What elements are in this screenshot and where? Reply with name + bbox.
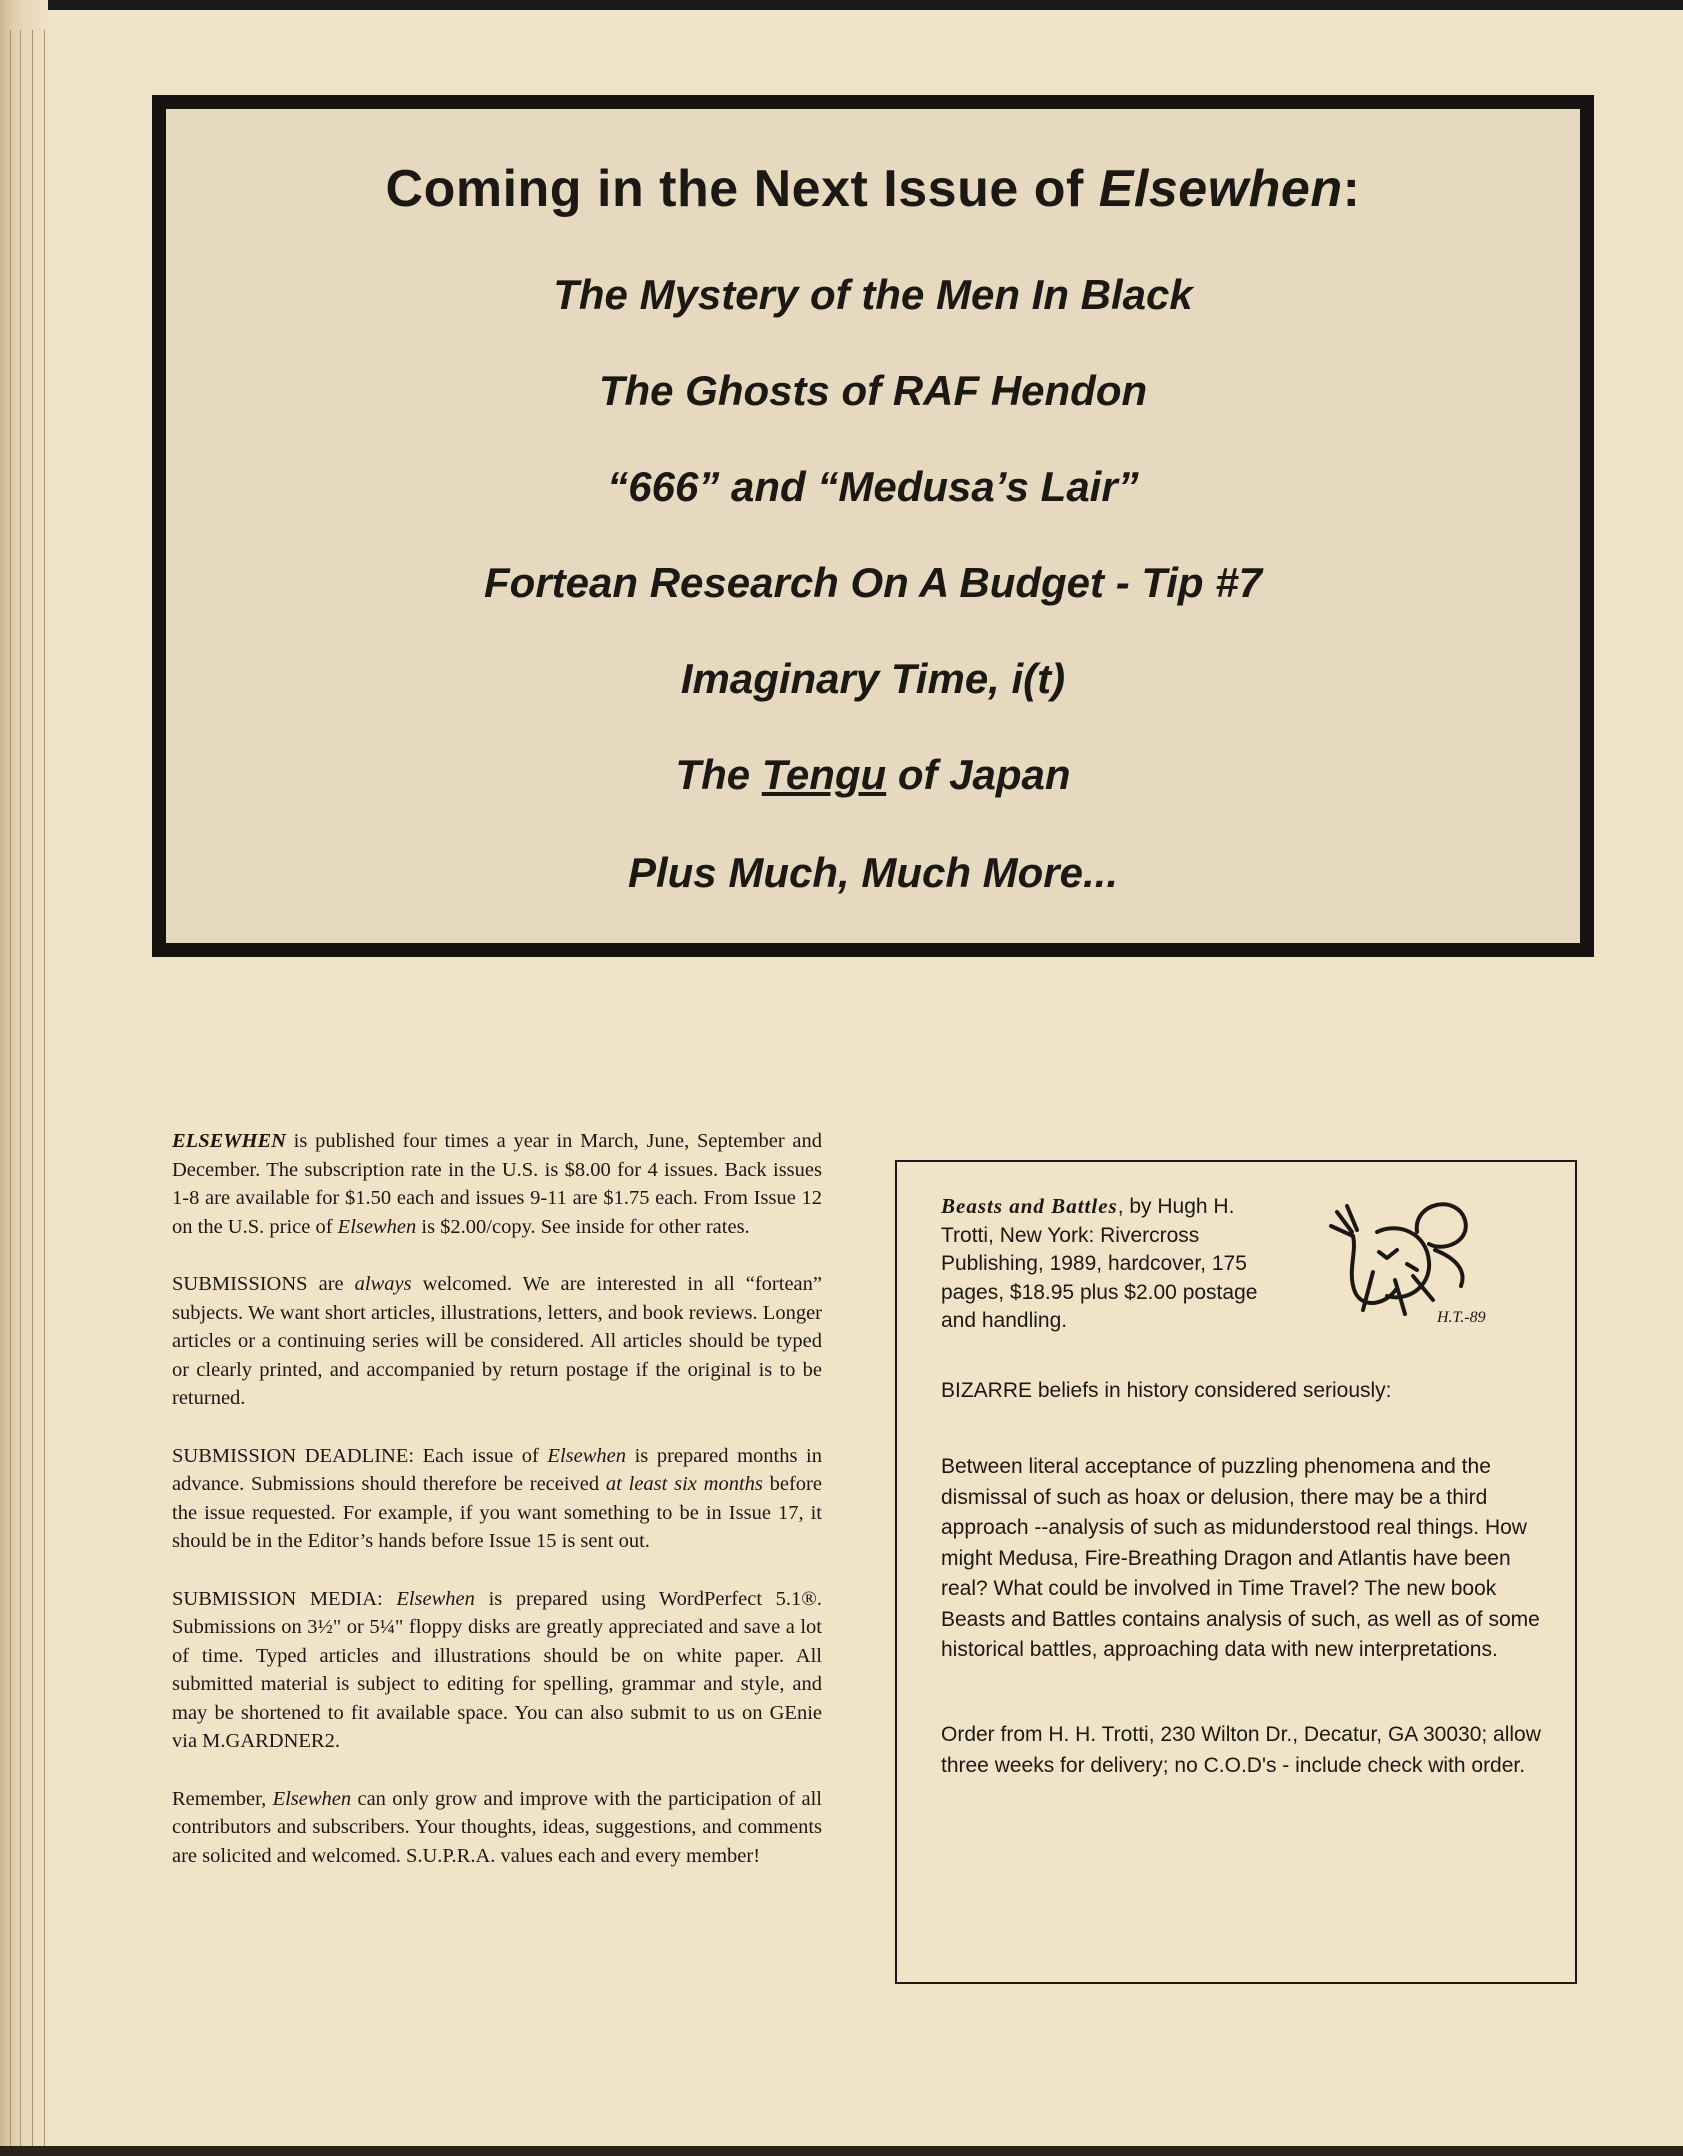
next-issue-item: Fortean Research On A Budget - Tip #7 xyxy=(484,559,1262,606)
book-description: Between literal acceptance of puzzling phenomena and the dismissal of such as hoax or delusion, there may be a third approach --analysis of such as midunderstood real things. How might Medusa, Fire-Breathing Dragon and Atlantis have been real? What could be involved in Time Travel? The new book Beasts and Battles contains analysis of such, as well as of some historical battles, approaching data with new interpretations. xyxy=(941,1455,1540,1661)
next-issue-item: The Mystery of the Men In Black xyxy=(553,271,1193,318)
page-binding-edge xyxy=(0,0,48,2156)
book-review-box xyxy=(895,1160,1577,1984)
page-bottom-edge xyxy=(0,2146,1683,2156)
next-issue-item: The Ghosts of RAF Hendon xyxy=(598,367,1148,414)
submission-deadline-paragraph: SUBMISSION DEADLINE: Each issue of Elsewhen is prepared months in advance. Submissions should therefore be received at least six months before the issue requested. For example, if you want something to be in Issue 17, it should be in the Editor’s hands before Issue 15 is sent out. xyxy=(172,1444,822,1552)
publication-schedule-paragraph: ELSEWHEN is published four times a year in March, June, September and December. The subscription rate in the U.S. is $8.00 for 4 issues. Back issues 1-8 are available for $1.50 each and issues 9-11 are $1.75 each. From Issue 12 on the U.S. price of Elsewhen is $2.00/copy. See inside for other rates. xyxy=(172,1130,822,1238)
book-details: Beasts and Battles, by Hugh H. Trotti, New York: Rivercross Publishing, 1989, hardcover, 175 pages, $18.95 plus $2.00 postage and handling. xyxy=(941,1194,1258,1332)
next-issue-item: “666” and “Medusa’s Lair” xyxy=(607,463,1139,510)
submission-media-paragraph: SUBMISSION MEDIA: Elsewhen is prepared using WordPerfect 5.1®. Submissions on 3½" or 5¼" floppy disks are greatly appreciated and save a lot of time. Typed articles and illustrations should be on white paper. All submitted material is subject to editing for spelling, grammar and style, and may be shortened to fit available space. You can also submit to us on GEnie via M.GARDNER2. xyxy=(172,1587,822,1752)
next-issue-closing: Plus Much, Much More... xyxy=(627,849,1119,896)
closing-paragraph: Remember, Elsewhen can only grow and improve with the participation of all contributors and subscribers. Your thoughts, ideas, suggestions, and comments are solicited and welcomed. S.U.P.R.A. values each and every member! xyxy=(172,1787,822,1867)
next-issue-item-tengu: The Tengu of Japan xyxy=(675,751,1071,798)
page-edge-line xyxy=(20,30,21,2150)
next-issue-box xyxy=(152,95,1594,957)
book-tagline: BIZARRE beliefs in history considered seriously: xyxy=(941,1379,1392,1402)
next-issue-item: Imaginary Time, i(t) xyxy=(680,655,1066,702)
order-information: Order from H. H. Trotti, 230 Wilton Dr., Decatur, GA 30030; allow three weeks for delivery; no C.O.D's - include check with order. xyxy=(941,1723,1541,1777)
page-top-edge xyxy=(0,0,1683,10)
dragon-illustration xyxy=(1317,1192,1487,1327)
next-issue-headline: Coming in the Next Issue of Elsewhen: xyxy=(385,160,1361,218)
publication-info-column xyxy=(172,1127,822,1899)
page-edge-line xyxy=(44,30,45,2150)
page-edge-line xyxy=(32,30,33,2150)
page-edge-line xyxy=(10,30,11,2150)
submissions-paragraph: SUBMISSIONS are always welcomed. We are interested in all “fortean” subjects. We want short articles, illustrations, letters, and book reviews. Longer articles or a continuing series will be considered. All articles should be typed or clearly printed, and accompanied by return postage if the original is to be returned. xyxy=(172,1273,822,1409)
illustration-signature: H.T.-89 xyxy=(1437,1309,1486,1326)
